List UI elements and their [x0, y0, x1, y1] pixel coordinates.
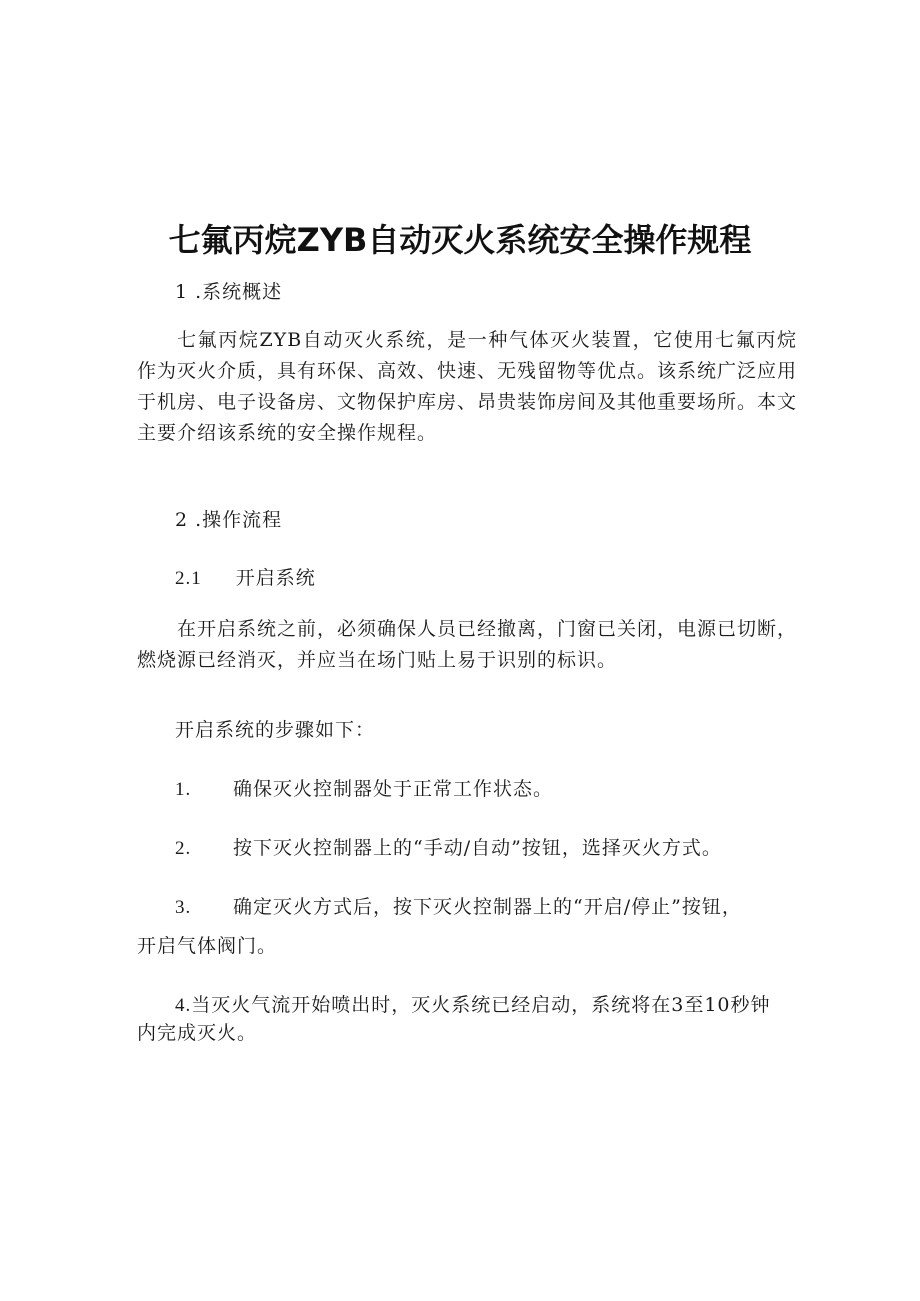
- step-item: [175, 836, 722, 861]
- step-number: 2.: [175, 838, 192, 859]
- step-text: 确定灭火方式后，按下灭火控制器上的“开启/停止”按钮，: [233, 896, 742, 918]
- section-1-paragraph: 七氟丙烷ZYB自动灭火系统，是一种气体灭火装置，它使用七氟丙烷作为灭火介质，具有环保、高效、快速、无残留物等优点。该系统广泛应用于机房、电子设备房、文物保护库房、昂贵装饰房间及其他重要场所。本文主要介绍该系统的安全操作规程。: [137, 329, 798, 444]
- section-1-heading: 1 .系统概述: [175, 281, 283, 303]
- step-number: 3.: [175, 897, 192, 918]
- section-2-heading: 2 .操作流程: [175, 509, 283, 531]
- subsection-number: 2.1: [175, 568, 202, 589]
- steps-intro: 开启系统的步骤如下：: [175, 719, 376, 741]
- step-continuation: 开启气体阀门。: [137, 935, 278, 957]
- section-2-paragraph: 在开启系统之前，必须确保人员已经撤离，门窗已关闭，电源已切断，燃烧源已经消灭，并应当在场门贴上易于识别的标识。: [137, 618, 798, 671]
- document-title: 七氟丙烷ZYB自动灭火系统安全操作规程: [168, 221, 752, 259]
- step-number: 4.: [175, 995, 192, 1016]
- step-number: 1.: [175, 779, 192, 800]
- step-text: 当灭火气流开始喷出时，灭火系统已经启动，系统将在3至10秒钟: [191, 994, 771, 1016]
- step-item: [175, 777, 553, 802]
- step-item: [175, 895, 742, 920]
- step-item: [175, 993, 771, 1018]
- subsection-2-1-heading: [175, 566, 316, 591]
- step-continuation: 内完成灭火。: [137, 1022, 258, 1044]
- subsection-title: 开启系统: [235, 567, 316, 589]
- step-text: 确保灭火控制器处于正常工作状态。: [233, 778, 554, 800]
- step-text: 按下灭火控制器上的“手动/自动”按钮，选择灭火方式。: [233, 837, 722, 859]
